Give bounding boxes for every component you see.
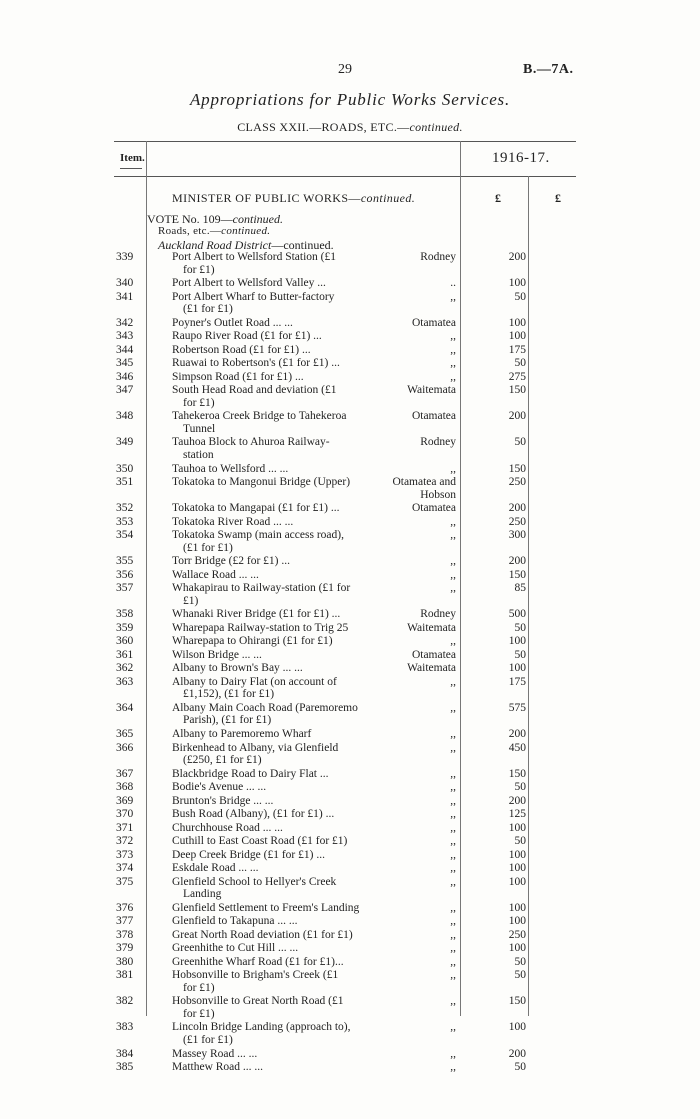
work-description: Tauhoa Block to Ahuroa Railway- — [172, 436, 330, 449]
amount-value: 200 — [508, 410, 526, 423]
amount-value: 175 — [508, 343, 526, 356]
electoral-district: ,, — [450, 781, 456, 794]
electoral-district: ,, — [450, 1061, 456, 1073]
item-number: 359 — [116, 621, 134, 634]
amount-value: 50 — [514, 436, 526, 449]
work-description: Blackbridge Road to Dairy Flat ... — [172, 767, 329, 780]
work-description-continued: station — [183, 448, 214, 461]
electoral-district: ,, — [450, 1047, 456, 1060]
electoral-district: ,, — [450, 901, 456, 914]
table-row — [0, 277, 700, 290]
table-row — [0, 822, 700, 835]
amount-value: 150 — [508, 568, 526, 581]
work-description: Birkenhead to Albany, via Glenfield — [172, 741, 339, 754]
electoral-district: Waitemata — [407, 662, 456, 675]
table-row — [0, 371, 700, 384]
page-title: Appropriations for Public Works Services. — [189, 90, 511, 109]
currency-symbol-1: £ — [495, 191, 501, 205]
item-column-header: Item. — [120, 152, 145, 164]
work-description: Brunton's Bridge ... ... — [172, 794, 274, 807]
amount-value: 100 — [508, 915, 526, 928]
work-description: Tokatoka River Road ... ... — [172, 515, 294, 528]
item-number: 357 — [116, 582, 134, 595]
electoral-district: ,, — [450, 675, 456, 688]
item-number: 372 — [116, 835, 134, 848]
item-number: 356 — [116, 568, 134, 581]
electoral-district: Waitemata — [407, 384, 456, 397]
item-number: 383 — [116, 1021, 134, 1034]
work-description: Eskdale Road ... ... — [172, 862, 259, 875]
amount-value: 50 — [514, 290, 526, 303]
item-number: 350 — [116, 462, 134, 475]
work-description-continued: Tunnel — [183, 422, 216, 435]
work-description: Raupo River Road (£1 for £1) ... — [172, 330, 322, 343]
table-row — [0, 702, 700, 727]
district-name: Auckland Road District — [158, 238, 272, 252]
electoral-district: Otamatea — [411, 502, 456, 515]
header-top-rule — [114, 141, 576, 142]
item-number: 360 — [116, 635, 134, 648]
work-description: Robertson Road (£1 for £1) ... — [172, 343, 311, 356]
electoral-district: ,, — [450, 794, 456, 807]
work-description: Glenfield School to Hellyer's Creek — [172, 875, 337, 888]
work-description: Greenhithe Wharf Road (£1 for £1)... — [172, 955, 344, 968]
work-description: Tokatoka to Mangonui Bridge (Upper) — [172, 476, 351, 488]
amount-value: 125 — [508, 808, 526, 821]
work-description: Bodie's Avenue ... ... — [172, 781, 267, 794]
work-description: Albany to Paremoremo Wharf — [172, 728, 312, 740]
amount-value: 500 — [508, 608, 526, 621]
item-number: 379 — [116, 942, 134, 955]
electoral-district: Waitemata — [407, 621, 456, 634]
work-description-continued: (£1 for £1) — [183, 541, 233, 554]
work-description: Bush Road (Albany), (£1 for £1) ... — [172, 808, 335, 821]
work-description: Whakapirau to Railway-station (£1 for — [172, 582, 351, 595]
amount-value: 100 — [508, 277, 526, 290]
item-number: 369 — [116, 794, 134, 807]
amount-value: 100 — [508, 875, 526, 888]
table-row — [0, 251, 700, 276]
minister-suffix: continued. — [360, 191, 416, 205]
work-description: Lincoln Bridge Landing (approach to), — [172, 1021, 351, 1034]
amount-value: 150 — [508, 462, 526, 475]
table-row — [0, 555, 700, 568]
work-description: Deep Creek Bridge (£1 for £1) ... — [172, 848, 325, 861]
work-description-continued: for £1) — [183, 1007, 215, 1020]
electoral-district: ,, — [450, 529, 456, 542]
document-reference: B.—7A. — [523, 62, 574, 77]
item-number: 382 — [116, 995, 134, 1008]
amount-value: 50 — [514, 781, 526, 794]
electoral-district: Otamatea — [411, 648, 456, 661]
amount-value: 200 — [508, 555, 526, 568]
table-row — [0, 662, 700, 675]
work-description-continued: (£250, £1 for £1) — [183, 754, 262, 767]
table-row — [0, 344, 700, 357]
amount-value: 300 — [508, 529, 526, 542]
table-row — [0, 582, 700, 607]
amount-value: 100 — [508, 901, 526, 914]
amount-value: 50 — [514, 357, 526, 370]
work-description: Whanaki River Bridge (£1 for £1) ... — [172, 608, 341, 621]
table-row — [0, 649, 700, 662]
table-row — [0, 781, 700, 794]
item-number: 378 — [116, 928, 134, 941]
table-row — [0, 622, 700, 635]
electoral-district: ,, — [450, 370, 456, 383]
electoral-district: ,, — [450, 955, 456, 968]
item-number: 347 — [116, 384, 134, 397]
electoral-district: ,, — [450, 357, 456, 370]
item-number: 358 — [116, 608, 134, 621]
item-number: 377 — [116, 915, 134, 928]
work-description: Great North Road deviation (£1 for £1) — [172, 928, 353, 941]
item-number: 354 — [116, 529, 134, 542]
item-number: 370 — [116, 808, 134, 821]
page-number: 29 — [338, 62, 352, 77]
item-underline — [120, 168, 142, 169]
electoral-district: Otamatea — [411, 410, 456, 423]
item-number: 375 — [116, 875, 134, 888]
table-row — [0, 410, 700, 435]
item-number: 367 — [116, 767, 134, 780]
item-number: 352 — [116, 502, 134, 515]
work-description: Wharepapa Railway-station to Trig 25 — [172, 621, 349, 634]
work-description: Tokatoka to Mangapai (£1 for £1) ... — [172, 502, 340, 515]
table-row — [0, 1048, 700, 1061]
item-number: 348 — [116, 410, 134, 423]
electoral-district: ,, — [450, 728, 456, 740]
electoral-district: ,, — [450, 462, 456, 475]
electoral-district: ,, — [450, 767, 456, 780]
vote-prefix: VOTE No. 109— — [147, 212, 233, 226]
amount-value: 50 — [514, 1061, 526, 1073]
item-number: 355 — [116, 555, 134, 568]
table-row — [0, 795, 700, 808]
table-row — [0, 902, 700, 915]
item-number: 340 — [116, 277, 134, 290]
item-number: 371 — [116, 821, 134, 834]
amount-value: 100 — [508, 862, 526, 875]
work-description: Churchhouse Road ... ... — [172, 821, 283, 834]
table-row — [0, 956, 700, 969]
amount-value: 200 — [508, 502, 526, 515]
amount-value: 200 — [508, 251, 526, 263]
table-row — [0, 969, 700, 994]
amount-value: 200 — [508, 1047, 526, 1060]
work-description-continued: for £1) — [183, 263, 215, 276]
work-description: Wallace Road ... ... — [172, 568, 259, 581]
amount-value: 175 — [508, 675, 526, 688]
amount-value: 150 — [508, 767, 526, 780]
table-row — [0, 1021, 700, 1046]
electoral-district: Hobson — [420, 488, 456, 501]
item-number: 362 — [116, 662, 134, 675]
item-number: 344 — [116, 343, 134, 356]
amount-value: 450 — [508, 741, 526, 754]
table-row — [0, 929, 700, 942]
table-row — [0, 876, 700, 901]
work-description: Tauhoa to Wellsford ... ... — [172, 462, 289, 475]
work-description-continued: Landing — [183, 888, 222, 901]
work-description-continued: Parish), (£1 for £1) — [183, 714, 272, 727]
amount-value: 150 — [508, 384, 526, 397]
amount-value: 85 — [514, 582, 526, 595]
electoral-district: Otamatea and — [392, 476, 456, 488]
table-row — [0, 808, 700, 821]
roads-suffix: continued. — [221, 225, 271, 237]
work-description: Port Albert Wharf to Butter-factory — [172, 290, 335, 303]
item-number: 380 — [116, 955, 134, 968]
page-subtitle — [0, 120, 700, 135]
table-row — [0, 676, 700, 701]
work-description-continued: (£1 for £1) — [183, 303, 233, 316]
electoral-district: ,, — [450, 995, 456, 1008]
work-description: Tahekeroa Creek Bridge to Tahekeroa — [172, 410, 347, 423]
item-number: 361 — [116, 648, 134, 661]
minister-prefix: MINISTER OF PUBLIC WORKS— — [172, 191, 361, 205]
work-description: Greenhithe to Cut Hill ... ... — [172, 942, 299, 955]
item-number: 366 — [116, 741, 134, 754]
item-number: 351 — [116, 476, 134, 488]
electoral-district: ,, — [450, 568, 456, 581]
table-row — [0, 384, 700, 409]
work-description: Glenfield Settlement to Freem's Landing — [172, 901, 360, 914]
item-number: 349 — [116, 436, 134, 449]
electoral-district: ,, — [450, 635, 456, 648]
work-description: Cuthill to East Coast Road (£1 for £1) — [172, 835, 348, 848]
electoral-district: ,, — [450, 821, 456, 834]
table-row — [0, 502, 700, 515]
electoral-district: ,, — [450, 942, 456, 955]
table-row — [0, 835, 700, 848]
header-bottom-rule — [114, 176, 576, 177]
work-description: Albany to Brown's Bay ... ... — [172, 662, 303, 675]
item-number: 376 — [116, 901, 134, 914]
table-row — [0, 436, 700, 461]
table-row — [0, 317, 700, 330]
table-row — [0, 768, 700, 781]
table-row — [0, 862, 700, 875]
item-number: 373 — [116, 848, 134, 861]
work-description-continued: £1,152), (£1 for £1) — [183, 688, 275, 701]
table-row — [0, 942, 700, 955]
electoral-district: ,, — [450, 582, 456, 595]
item-number: 342 — [116, 316, 134, 329]
subtitle-prefix: CLASS XXII.—ROADS, ETC.— — [237, 120, 410, 134]
item-number: 341 — [116, 290, 134, 303]
amount-value: 100 — [508, 1021, 526, 1034]
item-number: 374 — [116, 862, 134, 875]
work-description: Massey Road ... ... — [172, 1047, 258, 1060]
amount-value: 150 — [508, 995, 526, 1008]
table-row — [0, 476, 700, 501]
work-description-continued: for £1) — [183, 981, 215, 994]
district-suffix: —continued. — [271, 238, 334, 252]
table-row — [0, 1061, 700, 1074]
work-description: Matthew Road ... ... — [172, 1061, 264, 1073]
electoral-district: ,, — [450, 290, 456, 303]
electoral-district: ,, — [450, 515, 456, 528]
table-row — [0, 635, 700, 648]
work-description: Tokatoka Swamp (main access road), — [172, 529, 344, 542]
table-row — [0, 529, 700, 554]
amount-value: 250 — [508, 515, 526, 528]
amount-value: 575 — [508, 701, 526, 714]
work-description: Glenfield to Takapuna ... ... — [172, 915, 298, 928]
section-heading — [172, 191, 415, 206]
table-row — [0, 995, 700, 1020]
table-row — [0, 357, 700, 370]
item-number: 363 — [116, 675, 134, 688]
table-row — [0, 742, 700, 767]
work-description: Albany to Dairy Flat (on account of — [172, 675, 337, 688]
table-row — [0, 516, 700, 529]
work-description: Hobsonville to Brigham's Creek (£1 — [172, 969, 339, 982]
subtitle-suffix: continued. — [409, 120, 463, 134]
item-number: 346 — [116, 370, 134, 383]
work-description: Wilson Bridge ... ... — [172, 648, 262, 661]
amount-value: 50 — [514, 648, 526, 661]
amount-value: 100 — [508, 330, 526, 343]
electoral-district: ,, — [450, 701, 456, 714]
amount-value: 275 — [508, 370, 526, 383]
amount-value: 250 — [508, 476, 526, 488]
table-row — [0, 330, 700, 343]
electoral-district: ,, — [450, 835, 456, 848]
vote-suffix: continued. — [232, 212, 283, 226]
item-number: 339 — [116, 251, 134, 263]
table-row — [0, 849, 700, 862]
electoral-district: ,, — [450, 915, 456, 928]
roads-heading — [158, 225, 270, 237]
electoral-district: ,, — [450, 848, 456, 861]
item-number: 381 — [116, 969, 134, 982]
work-description: Port Albert to Wellsford Station (£1 — [172, 251, 337, 263]
roads-prefix: Roads, etc.— — [158, 225, 222, 237]
work-description-continued: for £1) — [183, 396, 215, 409]
table-row — [0, 915, 700, 928]
table-row — [0, 608, 700, 621]
item-number: 365 — [116, 728, 134, 740]
amount-value: 50 — [514, 835, 526, 848]
table-row — [0, 463, 700, 476]
amount-value: 50 — [514, 969, 526, 982]
work-description: Simpson Road (£1 for £1) ... — [172, 370, 304, 383]
year-column-header: 1916-17. — [492, 150, 550, 166]
electoral-district: ,, — [450, 343, 456, 356]
electoral-district: Rodney — [420, 436, 456, 449]
electoral-district: ,, — [450, 808, 456, 821]
amount-value: 50 — [514, 621, 526, 634]
table-row — [0, 291, 700, 316]
work-description: Torr Bridge (£2 for £1) ... — [172, 555, 290, 568]
work-description: Hobsonville to Great North Road (£1 — [172, 995, 344, 1008]
work-description: Wharepapa to Ohirangi (£1 for £1) — [172, 635, 333, 648]
electoral-district: .. — [450, 277, 456, 290]
amount-value: 100 — [508, 635, 526, 648]
item-number: 345 — [116, 357, 134, 370]
amount-value: 100 — [508, 942, 526, 955]
work-description: Poyner's Outlet Road ... ... — [172, 316, 293, 329]
amount-value: 50 — [514, 955, 526, 968]
item-number: 364 — [116, 701, 134, 714]
item-number: 368 — [116, 781, 134, 794]
amount-value: 250 — [508, 928, 526, 941]
electoral-district: Otamatea — [411, 316, 456, 329]
work-description: Ruawai to Robertson's (£1 for £1) ... — [172, 357, 340, 370]
amount-value: 100 — [508, 848, 526, 861]
table-row — [0, 569, 700, 582]
electoral-district: Rodney — [420, 251, 456, 263]
amount-value: 100 — [508, 821, 526, 834]
item-number: 384 — [116, 1047, 134, 1060]
electoral-district: ,, — [450, 1021, 456, 1034]
table-row — [0, 728, 700, 741]
item-number: 343 — [116, 330, 134, 343]
amount-value: 200 — [508, 794, 526, 807]
work-description: South Head Road and deviation (£1 — [172, 384, 337, 397]
electoral-district: ,, — [450, 969, 456, 982]
electoral-district: ,, — [450, 875, 456, 888]
amount-value: 200 — [508, 728, 526, 740]
work-description: Albany Main Coach Road (Paremoremo — [172, 701, 358, 714]
electoral-district: Rodney — [420, 608, 456, 621]
amount-value: 100 — [508, 316, 526, 329]
item-number: 385 — [116, 1061, 134, 1073]
work-description-continued: (£1 for £1) — [183, 1033, 233, 1046]
amount-value: 100 — [508, 662, 526, 675]
work-description: Port Albert to Wellsford Valley ... — [172, 277, 326, 290]
electoral-district: ,, — [450, 862, 456, 875]
electoral-district: ,, — [450, 330, 456, 343]
currency-symbol-2: £ — [555, 191, 561, 205]
electoral-district: ,, — [450, 741, 456, 754]
work-description-continued: £1) — [183, 594, 199, 607]
electoral-district: ,, — [450, 555, 456, 568]
item-number: 353 — [116, 515, 134, 528]
electoral-district: ,, — [450, 928, 456, 941]
